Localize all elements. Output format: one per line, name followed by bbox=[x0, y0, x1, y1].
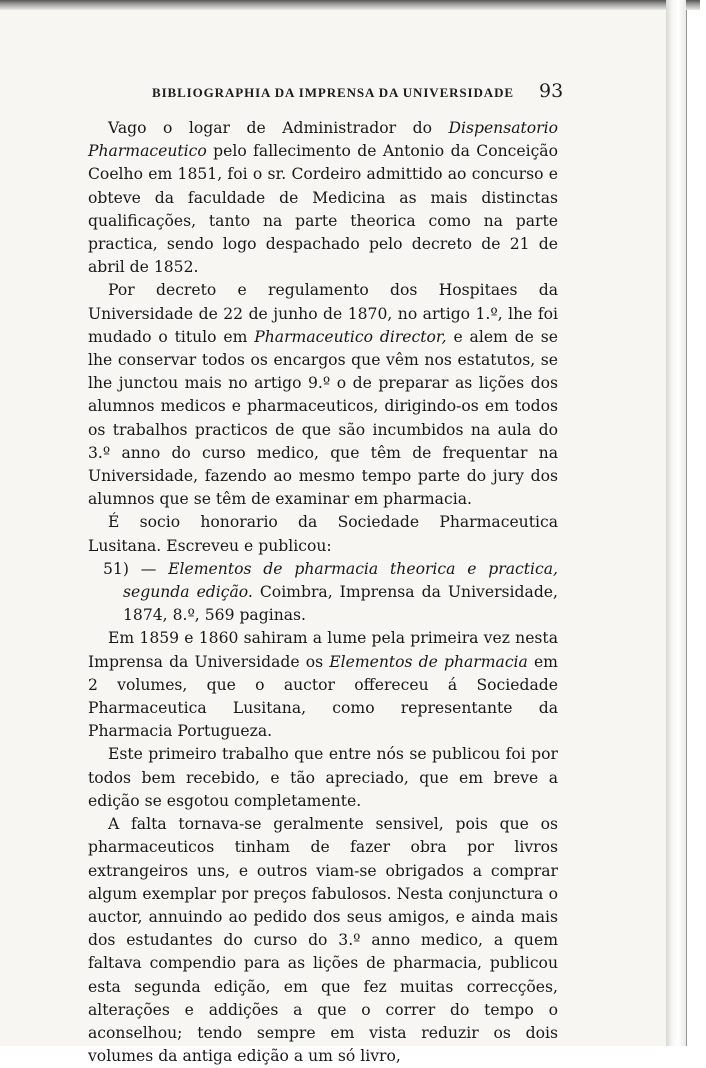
paragraph-3: É socio honorario da Sociedade Pharmaceutica Lusitana. Escreveu e publicou: bbox=[88, 513, 558, 555]
paragraph-6: A falta tornava-se geralmente sensivel, pois que os pharmaceuticos tinham de fazer obra por livros extrangeiros uns, e outros viam-se obrigados a comprar algum exemplar por preços fabulosos. Nesta conjunctura o auctor, annuindo ao pedido dos seus amigos, e ainda mais dos estudantes do curso do 3.º anno medico, a quem faltava compendio para as lições de pharmacia, publicou esta segunda edição, em que fez muitas correcções, alterações e addições a que o correr do tempo o aconselhou; tendo sempre em vista reduzir os dois volumes da antiga edição a um só livro, bbox=[88, 815, 558, 1066]
entry-number: 51) — bbox=[103, 559, 169, 578]
paragraph-1: Vago o logar de Administrador do Dispensatorio Pharmaceutico pelo fallecimento de Antonio da Conceição Coelho em 1851, foi o sr. Cordeiro admittido ao concurso e obteve da faculdade de Medicina as mais distinctas qualificações, tanto na parte theorica como na parte practica, sendo logo despachado pelo decreto de 21 de abril de 1852. bbox=[88, 119, 558, 277]
scan-page-edge bbox=[666, 0, 686, 1046]
scan-top-edge bbox=[0, 0, 700, 10]
entry-details: Coimbra, Imprensa da Universidade, 1874, 8.º, 569 paginas. bbox=[123, 583, 558, 625]
paragraph-4: Em 1859 e 1860 sahiram a lume pela primeira vez nesta Imprensa da Universidade os Elementos de pharmacia em 2 volumes, que o auctor offereceu á Sociedade Pharmaceutica Lusitana, como representante da Pharmacia Portugueza. bbox=[88, 629, 558, 741]
paragraph-2: Por decreto e regulamento dos Hospitaes da Universidade de 22 de junho de 1870, no artigo 1.º, lhe foi mudado o titulo em Pharmaceutico director, e alem de se lhe conservar todos os encargos que vêm nos estatutos, se lhe junctou mais no artigo 9.º o de preparar as lições dos alumnos medicos e pharmaceuticos, dirigindo-os em todos os trabalhos practicos de que são incumbidos na aula do 3.º anno do curso medico, que têm de frequentar na Universidade, fazendo ao mesmo tempo parte do jury dos alumnos que se têm de examinar em pharmacia. bbox=[88, 281, 558, 509]
running-header: BIBLIOGRAPHIA DA IMPRENSA DA UNIVERSIDADE bbox=[152, 85, 514, 100]
page-number: 93 bbox=[539, 80, 564, 102]
body-text bbox=[88, 117, 558, 1068]
entry-title: Elementos de pharmacia theorica e practica, segunda edição. bbox=[123, 559, 558, 602]
paragraph-5: Este primeiro trabalho que entre nós se publicou foi por todos bem recebido, e tão apreciado, que em breve a edição se esgotou completamente. bbox=[88, 745, 558, 810]
bibliography-entry bbox=[88, 558, 558, 628]
